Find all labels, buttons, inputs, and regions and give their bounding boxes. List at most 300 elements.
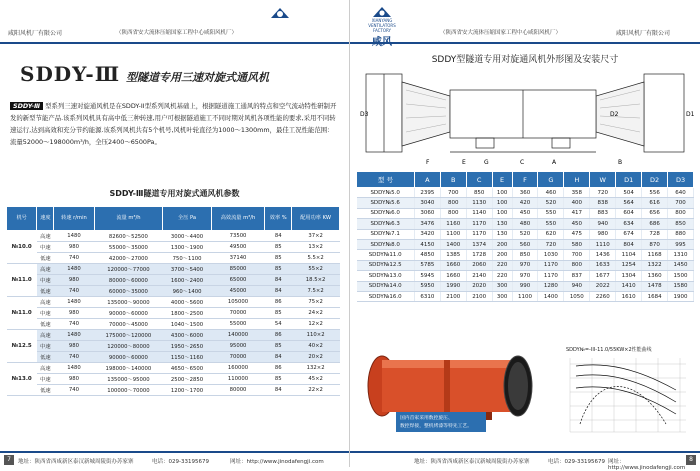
- table-cell: 417: [564, 208, 590, 218]
- photo-caption-2: 数控焊接，整机烤漆等特先工艺。: [400, 424, 472, 429]
- table-cell: 3700～5400: [163, 264, 211, 275]
- table-cell: 3040: [414, 198, 440, 208]
- photo-caption-1: 国内首家采用数控旋压、: [400, 416, 453, 421]
- right-col-header: C: [466, 172, 492, 188]
- table-cell: 1100: [440, 229, 466, 239]
- table-cell: 85: [265, 374, 292, 385]
- table-cell: 120000～80000: [94, 341, 163, 352]
- table-cell: 12×2: [292, 319, 340, 330]
- table-cell: SDDY№6.3: [357, 219, 415, 229]
- table-cell: 1633: [590, 260, 616, 270]
- table-cell: 85: [265, 341, 292, 352]
- header-subtitle: （陕西省安大流体压缩国家工程中心咸阳风机厂）: [440, 30, 562, 36]
- table-cell: 1030: [538, 250, 564, 260]
- table-cell: 49500: [211, 242, 264, 253]
- left-col-header: 配用功率 KW: [292, 207, 340, 231]
- table-cell: 7.5×2: [292, 286, 340, 297]
- table-cell: 720: [590, 188, 616, 198]
- dim-label-left: D3: [360, 111, 369, 118]
- table-cell: 高速: [37, 330, 54, 341]
- table-cell: 中速: [37, 275, 54, 286]
- right-col-header: W: [590, 172, 616, 188]
- table-cell: 740: [54, 352, 94, 363]
- table-cell: 高速: [37, 264, 54, 275]
- table-cell: 200: [492, 250, 512, 260]
- table-cell: 700: [440, 188, 466, 198]
- table-row: [7, 330, 340, 341]
- table-row: [7, 352, 340, 363]
- left-col-header: 高效流量 m³/h: [211, 207, 264, 231]
- table-cell: 980: [54, 275, 94, 286]
- table-cell: 880: [668, 229, 694, 239]
- table-cell: 85: [265, 242, 292, 253]
- table-cell: 中速: [37, 341, 54, 352]
- table-cell: 220: [492, 260, 512, 270]
- table-cell: 850: [512, 250, 538, 260]
- table-cell: 高速: [37, 297, 54, 308]
- table-cell: 高速: [37, 363, 54, 374]
- right-col-header: D3: [668, 172, 694, 188]
- table-cell: 1436: [590, 250, 616, 260]
- table-cell: 200: [492, 239, 512, 249]
- table-cell: 84: [265, 231, 292, 242]
- company-name: 咸阳风机厂有限公司: [8, 30, 63, 37]
- table-cell: 1168: [642, 250, 668, 260]
- table-cell: 4000～5600: [163, 297, 211, 308]
- logo-english: XIANYANG VENTILATORS FACTORY: [368, 18, 396, 33]
- table-row: [357, 291, 694, 301]
- table-cell: SDDY№16.0: [357, 291, 415, 301]
- table-cell: 1130: [466, 198, 492, 208]
- curve-title: SDDY№=-III-11.0/55KW×2性能曲线: [566, 347, 652, 353]
- params-table: [6, 206, 340, 396]
- table-row: [357, 250, 694, 260]
- table-row: [7, 341, 340, 352]
- table-cell: 90000～60000: [94, 352, 163, 363]
- table-cell: 1104: [616, 250, 642, 260]
- table-cell: 1170: [466, 219, 492, 229]
- table-cell: 870: [642, 239, 668, 249]
- table-cell: 1140: [466, 208, 492, 218]
- dim-label-a: A: [552, 159, 557, 166]
- table-cell: 740: [54, 385, 94, 396]
- table-row: [7, 253, 340, 264]
- table-cell: 838: [590, 198, 616, 208]
- table-cell: 1170: [466, 229, 492, 239]
- left-col-header: 效率 %: [265, 207, 292, 231]
- table-cell: 4650～6500: [163, 363, 211, 374]
- table-cell: 750～1100: [163, 253, 211, 264]
- table-cell: 640: [668, 188, 694, 198]
- table-row: [7, 231, 340, 242]
- model-cell: №11.0: [7, 297, 37, 330]
- table-cell: 4850: [414, 250, 440, 260]
- table-cell: 850: [466, 188, 492, 198]
- table-cell: 70000: [211, 308, 264, 319]
- table-cell: 674: [616, 229, 642, 239]
- table-cell: 1660: [440, 271, 466, 281]
- table-cell: 604: [616, 208, 642, 218]
- table-cell: 1200～1700: [163, 385, 211, 396]
- table-cell: 800: [564, 260, 590, 270]
- dim-label-c: C: [520, 159, 525, 166]
- table-cell: 90000～60000: [94, 308, 163, 319]
- table-cell: 980: [54, 341, 94, 352]
- table-cell: 18.5×2: [292, 275, 340, 286]
- table-cell: 42000～27000: [94, 253, 163, 264]
- table-cell: 300: [492, 281, 512, 291]
- table-cell: 86: [265, 363, 292, 374]
- left-col-header: 流量 m³/h: [94, 207, 163, 231]
- table-cell: 130: [492, 229, 512, 239]
- table-cell: 800: [440, 198, 466, 208]
- table-cell: 1500: [668, 271, 694, 281]
- table-cell: 1110: [590, 239, 616, 249]
- table-cell: 85000: [211, 264, 264, 275]
- table-cell: 2100: [466, 291, 492, 301]
- table-cell: SDDY№6.0: [357, 208, 415, 218]
- table-cell: 110000: [211, 374, 264, 385]
- table-cell: 1684: [642, 291, 668, 301]
- table-cell: 1728: [466, 250, 492, 260]
- table-cell: 564: [616, 198, 642, 208]
- table-cell: 22×2: [292, 385, 340, 396]
- table-cell: SDDY№5.6: [357, 198, 415, 208]
- table-cell: 1310: [668, 250, 694, 260]
- dim-label-f: F: [426, 159, 430, 166]
- dimensions-table: [356, 171, 694, 302]
- title-sub: 型隧道专用三速对旋式通风机: [126, 71, 270, 84]
- table-cell: 55000～35000: [94, 242, 163, 253]
- table-cell: 556: [642, 188, 668, 198]
- table-cell: 85: [265, 308, 292, 319]
- table-row: [357, 260, 694, 270]
- table-cell: 84: [265, 286, 292, 297]
- model-badge: SDDY-Ⅲ: [10, 102, 43, 110]
- footer-address: 地址：陕西省西咸新区泰汉新城周陵街办苏家寨: [414, 459, 530, 465]
- table-cell: 198000～140000: [94, 363, 163, 374]
- table-cell: 800: [668, 208, 694, 218]
- table-row: [357, 219, 694, 229]
- table-cell: 24×2: [292, 308, 340, 319]
- model-cell: №11.0: [7, 264, 37, 297]
- table-cell: 55×2: [292, 264, 340, 275]
- table-cell: 5.5×2: [292, 253, 340, 264]
- model-cell: №13.0: [7, 363, 37, 396]
- footer-tel: 电话：029-33195679: [548, 459, 605, 465]
- left-col-header: 全压 Pa: [163, 207, 211, 231]
- table-cell: 1385: [440, 250, 466, 260]
- table-cell: 980: [590, 229, 616, 239]
- table-cell: 504: [616, 188, 642, 198]
- table-row: [357, 208, 694, 218]
- table-cell: 1100: [512, 291, 538, 301]
- table-cell: 2395: [414, 188, 440, 198]
- dim-label-e: E: [462, 159, 466, 166]
- table-cell: 160000: [211, 363, 264, 374]
- table-cell: 低速: [37, 286, 54, 297]
- table-cell: 2140: [466, 271, 492, 281]
- table-cell: 720: [538, 239, 564, 249]
- table-cell: 837: [564, 271, 590, 281]
- table-cell: 480: [512, 219, 538, 229]
- table-cell: 45000: [211, 286, 264, 297]
- table-row: [7, 242, 340, 253]
- table-row: [357, 188, 694, 198]
- table-cell: 60000～35000: [94, 286, 163, 297]
- table-row: [7, 374, 340, 385]
- logo-icon: [269, 6, 291, 20]
- company-name: 咸阳风机厂有限公司: [616, 30, 671, 37]
- table-row: [357, 198, 694, 208]
- table-cell: 3060: [414, 208, 440, 218]
- table-cell: 45×2: [292, 374, 340, 385]
- table-cell: 520: [538, 198, 564, 208]
- table-cell: 634: [616, 219, 642, 229]
- model-cell: №10.0: [7, 231, 37, 264]
- table-cell: 1322: [642, 260, 668, 270]
- table-cell: 800: [440, 208, 466, 218]
- right-footer: [350, 451, 700, 471]
- table-cell: 100: [492, 188, 512, 198]
- table-cell: 1480: [54, 330, 94, 341]
- table-row: [7, 275, 340, 286]
- right-col-header: G: [538, 172, 564, 188]
- drawing-title: SDDY型隧道专用对旋通风机外形图及安装尺寸: [431, 55, 619, 65]
- logo-chinese: 咸风: [372, 37, 392, 48]
- table-cell: 85: [265, 264, 292, 275]
- right-col-header: F: [512, 172, 538, 188]
- table-cell: 73500: [211, 231, 264, 242]
- table-cell: 2022: [590, 281, 616, 291]
- table-cell: 37140: [211, 253, 264, 264]
- table-cell: 1480: [54, 264, 94, 275]
- table-cell: 1150～1160: [163, 352, 211, 363]
- table-cell: 3420: [414, 229, 440, 239]
- table-cell: 1170: [538, 271, 564, 281]
- table-cell: 2020: [466, 281, 492, 291]
- table-cell: 450: [564, 219, 590, 229]
- table-cell: 低速: [37, 253, 54, 264]
- table-cell: 2060: [466, 260, 492, 270]
- table-cell: 740: [54, 319, 94, 330]
- table-cell: 80000: [211, 385, 264, 396]
- right-col-header: H: [564, 172, 590, 188]
- table-cell: 850: [668, 219, 694, 229]
- table-cell: 700: [564, 250, 590, 260]
- table-cell: 1900: [668, 291, 694, 301]
- intro-text: 型系列三速对旋通风机是在SDDY-II型系列风机基础上，根据隧道施工通风的特点和空气流动特性研制开发的新型节能产品.该系列风机具有高中低三种转速,用户可根据隧道施工不同时期对风机各项性能的要求,采用不同转速运行,达到高效和充分节约能源.该系列风机共有5个机号,风机叶轮直径为1000～1300mm，最佳工况性能范围：流量52000～198000m³/h，全压2400～6500Pa。: [10, 102, 337, 146]
- table-cell: 100000～70000: [94, 385, 163, 396]
- table-cell: 100: [492, 198, 512, 208]
- table-cell: 1160: [440, 219, 466, 229]
- table-cell: SDDY№12.5: [357, 260, 415, 270]
- table-cell: 358: [564, 188, 590, 198]
- table-cell: 40×2: [292, 341, 340, 352]
- table-row: [357, 271, 694, 281]
- table-cell: 85: [265, 253, 292, 264]
- footer-web[interactable]: 网址：http://www.jinodafengji.com: [230, 459, 324, 465]
- table-cell: 1254: [616, 260, 642, 270]
- table-cell: 550: [538, 208, 564, 218]
- right-col-header: 型 号: [357, 172, 415, 188]
- page-number: 8: [686, 455, 696, 465]
- table-cell: 1300～1900: [163, 242, 211, 253]
- table-cell: 84: [265, 385, 292, 396]
- table-cell: 82600～52500: [94, 231, 163, 242]
- table-cell: 高速: [37, 231, 54, 242]
- table-cell: SDDY№14.0: [357, 281, 415, 291]
- left-col-header: 转速 r/min: [54, 207, 94, 231]
- left-header: [0, 0, 349, 44]
- table-cell: 740: [54, 286, 94, 297]
- table-cell: SDDY№5.0: [357, 188, 415, 198]
- table-row: [7, 308, 340, 319]
- table-cell: 84: [265, 275, 292, 286]
- table-cell: 95000: [211, 341, 264, 352]
- table-row: [7, 319, 340, 330]
- left-col-header: 机号: [7, 207, 37, 231]
- table-row: [7, 264, 340, 275]
- footer-tel: 电话：029-33195679: [152, 459, 209, 465]
- table-cell: 940: [590, 219, 616, 229]
- table-cell: 13×2: [292, 242, 340, 253]
- table-cell: 70000: [211, 352, 264, 363]
- table-cell: 1374: [466, 239, 492, 249]
- right-col-header: D2: [642, 172, 668, 188]
- logo-icon: [371, 6, 393, 18]
- table-cell: 1800～2500: [163, 308, 211, 319]
- table-row: [7, 286, 340, 297]
- table-cell: 中速: [37, 242, 54, 253]
- table-cell: 2100: [440, 291, 466, 301]
- table-cell: 1410: [616, 281, 642, 291]
- model-cell: №12.5: [7, 330, 37, 363]
- table-cell: 940: [564, 281, 590, 291]
- table-cell: 20×2: [292, 352, 340, 363]
- table-cell: 960～1400: [163, 286, 211, 297]
- table-cell: 低速: [37, 385, 54, 396]
- title-model: SDDY-Ⅲ: [20, 62, 121, 86]
- table-cell: 65000: [211, 275, 264, 286]
- table-cell: 80000～60000: [94, 275, 163, 286]
- table-cell: 1360: [642, 271, 668, 281]
- left-page: [0, 0, 350, 467]
- table-cell: 1170: [538, 260, 564, 270]
- company-logo: [362, 6, 402, 48]
- table-cell: 140000: [211, 330, 264, 341]
- right-col-header: B: [440, 172, 466, 188]
- table-cell: 1478: [642, 281, 668, 291]
- table-cell: 550: [538, 219, 564, 229]
- table-cell: 1950～2650: [163, 341, 211, 352]
- table-cell: 75×2: [292, 297, 340, 308]
- table-cell: 1450: [668, 260, 694, 270]
- dim-label-mid: D2: [610, 111, 619, 118]
- table-cell: 135000～90000: [94, 297, 163, 308]
- dim-label-b: B: [618, 159, 623, 166]
- table-cell: 620: [538, 229, 564, 239]
- right-col-header: E: [492, 172, 512, 188]
- table-cell: 低速: [37, 352, 54, 363]
- left-footer: [0, 451, 349, 467]
- outline-drawing: [356, 64, 694, 170]
- table-row: [7, 297, 340, 308]
- table-cell: 990: [512, 281, 538, 291]
- table-cell: 中速: [37, 374, 54, 385]
- table-cell: 86: [265, 330, 292, 341]
- table-cell: 400: [564, 198, 590, 208]
- right-col-header: A: [414, 172, 440, 188]
- table-cell: 560: [512, 239, 538, 249]
- table-cell: 420: [512, 198, 538, 208]
- table-cell: 804: [616, 239, 642, 249]
- table-cell: 5945: [414, 271, 440, 281]
- table-cell: 980: [54, 308, 94, 319]
- table-cell: 616: [642, 198, 668, 208]
- table-cell: 656: [642, 208, 668, 218]
- left-col-header: 速度: [37, 207, 54, 231]
- table-cell: 980: [54, 242, 94, 253]
- table-row: [7, 363, 340, 374]
- table-cell: 120000～77000: [94, 264, 163, 275]
- table-cell: 175000～120000: [94, 330, 163, 341]
- table-cell: 450: [512, 208, 538, 218]
- intro-paragraph: [10, 100, 337, 148]
- table-cell: 883: [590, 208, 616, 218]
- dim-label-right: D1: [686, 111, 695, 118]
- table-cell: 995: [668, 239, 694, 249]
- table-cell: 700: [668, 198, 694, 208]
- table-row: [7, 385, 340, 396]
- table-cell: 130: [492, 219, 512, 229]
- table-cell: 980: [54, 374, 94, 385]
- table-cell: 1580: [668, 281, 694, 291]
- table-cell: 110×2: [292, 330, 340, 341]
- footer-web[interactable]: 网址：http://www.jinodafengji.com: [608, 459, 686, 471]
- table-cell: 1660: [440, 260, 466, 270]
- table-cell: 1480: [54, 297, 94, 308]
- table-cell: 300: [492, 291, 512, 301]
- table-cell: 6310: [414, 291, 440, 301]
- table-cell: 580: [564, 239, 590, 249]
- footer-address: 地址：陕西省西咸新区泰汉新城周陵街办苏家寨: [18, 459, 134, 465]
- dim-label-g: G: [484, 159, 489, 166]
- company-logo: [260, 6, 300, 20]
- table-cell: SDDY№13.0: [357, 271, 415, 281]
- table-cell: 220: [492, 271, 512, 281]
- table-cell: 100: [492, 208, 512, 218]
- table-cell: 1480: [54, 231, 94, 242]
- table-cell: 1990: [440, 281, 466, 291]
- table-cell: 1677: [590, 271, 616, 281]
- table-cell: 1610: [616, 291, 642, 301]
- table-cell: 5785: [414, 260, 440, 270]
- table-row: [357, 229, 694, 239]
- table-cell: 5950: [414, 281, 440, 291]
- table-cell: 520: [512, 229, 538, 239]
- table-cell: 2500～2850: [163, 374, 211, 385]
- table-cell: 475: [564, 229, 590, 239]
- table-cell: 低速: [37, 319, 54, 330]
- table-cell: 1400: [440, 239, 466, 249]
- table-cell: 1280: [538, 281, 564, 291]
- table-cell: 970: [512, 271, 538, 281]
- table-title: SDDY-Ⅲ隧道专用对旋式通风机参数: [109, 189, 240, 198]
- table-cell: SDDY№8.0: [357, 239, 415, 249]
- table-cell: SDDY№11.0: [357, 250, 415, 260]
- page-number: 7: [4, 455, 14, 465]
